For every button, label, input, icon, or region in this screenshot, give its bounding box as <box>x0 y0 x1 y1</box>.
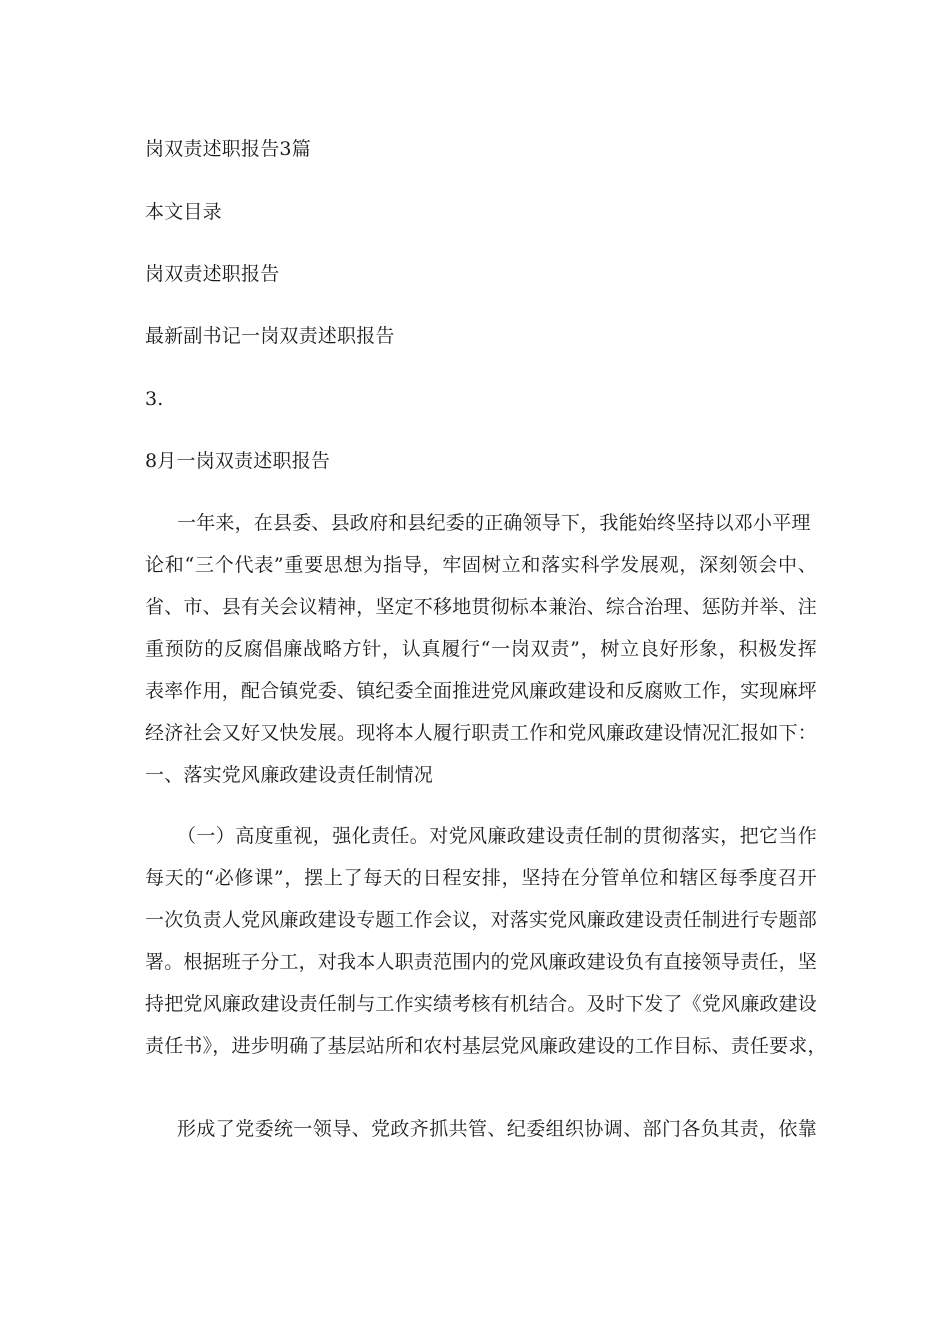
paragraph-line: 每天的“必修课”，摆上了每天的日程安排，坚持在分管单位和辖区每季度召开 <box>145 867 817 889</box>
toc-item: 岗双责述职报告 <box>145 263 280 285</box>
paragraph-line: 责任书》，进步明确了基层站所和农村基层党风廉政建设的工作目标、责任要求， <box>145 1035 827 1057</box>
toc-item: 3. <box>145 388 164 410</box>
toc-item: 最新副书记一岗双责述职报告 <box>145 325 395 347</box>
paragraph-line: 署。根据班子分工，对我本人职责范围内的党风廉政建设负有直接领导责任，坚 <box>145 951 818 973</box>
paragraph-line: 持把党风廉政建设责任制与工作实绩考核有机结合。及时下发了《党风廉政建设 <box>145 993 818 1015</box>
document-title: 岗双责述职报告3篇 <box>145 138 311 160</box>
paragraph-line: 形成了党委统一领导、党政齐抓共管、纪委组织协调、部门各负其责，依靠 <box>177 1118 817 1140</box>
intro-line: 省、市、县有关会议精神，坚定不移地贯彻标本兼治、综合治理、惩防并举、注 <box>145 596 818 618</box>
intro-line: 一年来，在县委、县政府和县纪委的正确领导下，我能始终坚持以邓小平理 <box>177 512 811 534</box>
paragraph-line: 一次负责人党风廉政建设专题工作会议，对落实党风廉政建设责任制进行专题部 <box>145 909 818 931</box>
paragraph-line: （一）高度重视，强化责任。对党风廉政建设责任制的贯彻落实，把它当作 <box>177 825 817 847</box>
intro-line: 经济社会又好又快发展。现将本人履行职责工作和党风廉政建设情况汇报如下： <box>145 722 818 744</box>
intro-line: 表率作用，配合镇党委、镇纪委全面推进党风廉政建设和反腐败工作，实现麻坪 <box>145 680 818 702</box>
toc-heading: 本文目录 <box>145 201 222 223</box>
intro-line: 论和“三个代表”重要思想为指导，牢固树立和落实科学发展观，深刻领会中、 <box>145 554 817 576</box>
intro-line: 重预防的反腐倡廉战略方针，认真履行“一岗双责”，树立良好形象，积极发挥 <box>145 638 817 660</box>
toc-item: 8月一岗双责述职报告 <box>145 450 331 472</box>
section-heading: 一、落实党风廉政建设责任制情况 <box>145 764 434 786</box>
